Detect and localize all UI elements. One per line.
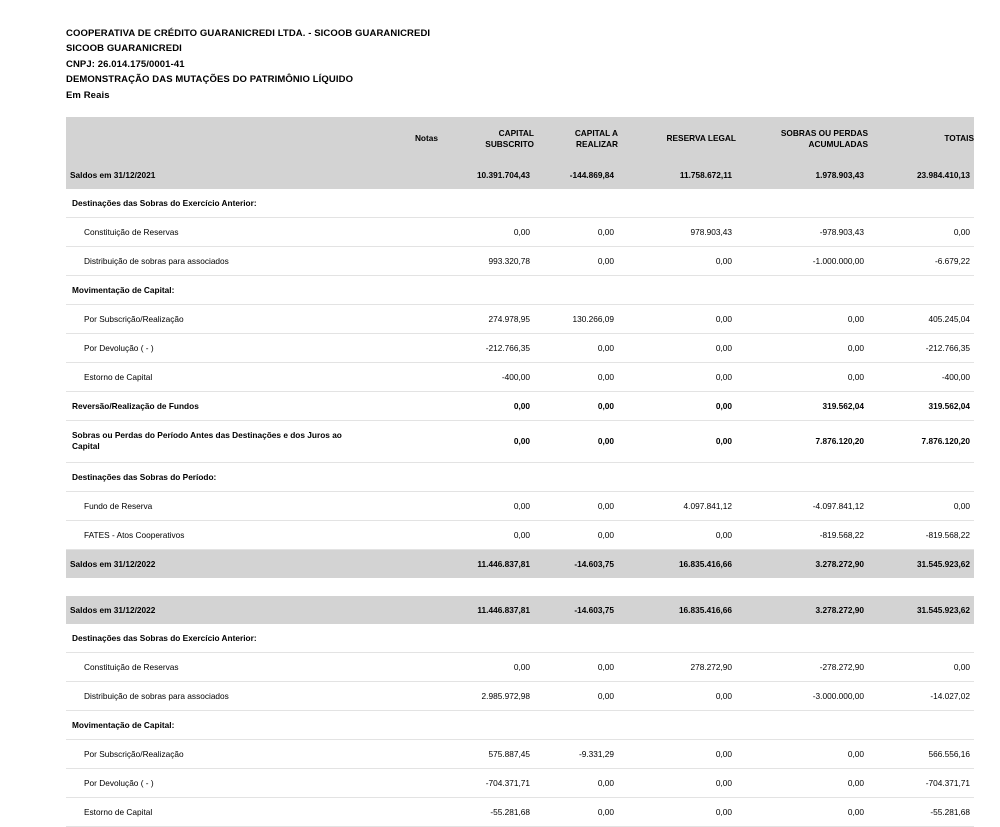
row-label: Destinações das Sobras do Exercício Anterior: xyxy=(66,189,376,218)
cell-reserva-legal: 0,00 xyxy=(618,739,736,768)
cell-capital-realizar: 0,00 xyxy=(534,420,618,462)
cell-sobras: -3.000.000,00 xyxy=(736,681,868,710)
table-row xyxy=(66,739,974,768)
cell-sobras: 7.876.120,20 xyxy=(736,420,868,462)
cell-capital-realizar: -14.603,75 xyxy=(534,596,618,624)
cell-capital-subscrito: 575.887,45 xyxy=(438,739,534,768)
table-row xyxy=(66,624,974,653)
cell-capital-realizar: 0,00 xyxy=(534,797,618,826)
row-label: Estorno de Capital xyxy=(66,797,376,826)
cell-sobras: -278.272,90 xyxy=(736,652,868,681)
table-row xyxy=(66,768,974,797)
table-row xyxy=(66,797,974,826)
cell-capital-subscrito: 0,00 xyxy=(438,652,534,681)
table-row-total xyxy=(66,549,974,578)
column-header-totais: TOTAIS xyxy=(868,117,974,161)
cell-capital-subscrito: 0,00 xyxy=(438,420,534,462)
column-header-reserva-legal: RESERVA LEGAL xyxy=(618,117,736,161)
cell-sobras: 319.562,04 xyxy=(736,391,868,420)
table-body xyxy=(66,161,974,826)
cell-reserva-legal xyxy=(618,275,736,304)
cell-capital-realizar: 0,00 xyxy=(534,333,618,362)
cell-sobras xyxy=(736,624,868,653)
column-header-capital-realizar xyxy=(534,117,618,161)
cell-notas xyxy=(376,391,438,420)
cell-sobras: 0,00 xyxy=(736,333,868,362)
cell-capital-subscrito: 0,00 xyxy=(438,491,534,520)
cell-capital-subscrito: -704.371,71 xyxy=(438,768,534,797)
cell-capital-subscrito: -55.281,68 xyxy=(438,797,534,826)
column-header-sobras-perdas-line1: SOBRAS OU PERDAS xyxy=(780,127,868,138)
row-label: Por Subscrição/Realização xyxy=(66,739,376,768)
cell-notas xyxy=(376,596,438,624)
cell-reserva-legal: 978.903,43 xyxy=(618,217,736,246)
cell-reserva-legal: 11.758.672,11 xyxy=(618,161,736,189)
cell-reserva-legal: 0,00 xyxy=(618,768,736,797)
cell-capital-subscrito: -212.766,35 xyxy=(438,333,534,362)
table-row xyxy=(66,710,974,739)
cell-totais xyxy=(868,624,974,653)
cell-capital-subscrito xyxy=(438,189,534,218)
row-label: Destinações das Sobras do Período: xyxy=(66,462,376,491)
table-row-total xyxy=(66,161,974,189)
cell-notas xyxy=(376,710,438,739)
cell-totais: 23.984.410,13 xyxy=(868,161,974,189)
table-row xyxy=(66,681,974,710)
cell-totais: 31.545.923,62 xyxy=(868,549,974,578)
cell-notas xyxy=(376,161,438,189)
cell-capital-subscrito: 2.985.972,98 xyxy=(438,681,534,710)
row-label: Saldos em 31/12/2021 xyxy=(66,161,376,189)
column-header-capital-realizar-line1: CAPITAL A xyxy=(574,127,618,138)
cell-totais: -212.766,35 xyxy=(868,333,974,362)
row-label: Saldos em 31/12/2022 xyxy=(66,549,376,578)
table-row xyxy=(66,420,974,462)
row-label: FATES - Atos Cooperativos xyxy=(66,520,376,549)
cell-notas xyxy=(376,420,438,462)
cell-reserva-legal: 0,00 xyxy=(618,304,736,333)
cell-totais xyxy=(868,462,974,491)
cell-capital-realizar: -9.331,29 xyxy=(534,739,618,768)
row-label: Reversão/Realização de Fundos xyxy=(66,391,376,420)
table-row xyxy=(66,520,974,549)
cell-totais: 405.245,04 xyxy=(868,304,974,333)
cell-sobras xyxy=(736,710,868,739)
table-row xyxy=(66,462,974,491)
table-spacer-row xyxy=(66,578,974,596)
cell-capital-realizar: -144.869,84 xyxy=(534,161,618,189)
column-header-capital-subscrito-line2: SUBSCRITO xyxy=(485,138,534,149)
cell-reserva-legal: 278.272,90 xyxy=(618,652,736,681)
cell-totais xyxy=(868,275,974,304)
cell-capital-realizar xyxy=(534,275,618,304)
column-header-notas: Notas xyxy=(376,117,438,161)
cell-capital-realizar: 0,00 xyxy=(534,491,618,520)
cell-totais: 7.876.120,20 xyxy=(868,420,974,462)
cell-notas xyxy=(376,275,438,304)
cell-reserva-legal xyxy=(618,624,736,653)
cell-capital-realizar xyxy=(534,710,618,739)
column-header-description xyxy=(66,117,376,161)
row-label: Fundo de Reserva xyxy=(66,491,376,520)
cell-reserva-legal: 0,00 xyxy=(618,333,736,362)
row-label: Saldos em 31/12/2022 xyxy=(66,596,376,624)
cell-sobras: 3.278.272,90 xyxy=(736,596,868,624)
table-row xyxy=(66,491,974,520)
row-label: Constituição de Reservas xyxy=(66,217,376,246)
company-cnpj: CNPJ: 26.014.175/0001-41 xyxy=(66,58,185,70)
statement-title: DEMONSTRAÇÃO DAS MUTAÇÕES DO PATRIMÔNIO LÍQUIDO xyxy=(66,74,354,86)
cell-reserva-legal: 0,00 xyxy=(618,797,736,826)
cell-capital-realizar xyxy=(534,189,618,218)
table-spacer-cell xyxy=(66,578,974,596)
cell-capital-subscrito: 993.320,78 xyxy=(438,246,534,275)
cell-reserva-legal: 16.835.416,66 xyxy=(618,549,736,578)
column-header-capital-subscrito-line1: CAPITAL xyxy=(498,127,534,138)
currency-note: Em Reais xyxy=(66,89,110,101)
cell-totais: -819.568,22 xyxy=(868,520,974,549)
cell-capital-subscrito: 274.978,95 xyxy=(438,304,534,333)
table-row xyxy=(66,275,974,304)
cell-totais: 566.556,16 xyxy=(868,739,974,768)
column-header-capital-realizar-line2: REALIZAR xyxy=(576,138,618,149)
cell-capital-subscrito xyxy=(438,275,534,304)
cell-sobras xyxy=(736,275,868,304)
cell-reserva-legal xyxy=(618,710,736,739)
cell-capital-realizar: 0,00 xyxy=(534,246,618,275)
row-label: Constituição de Reservas xyxy=(66,652,376,681)
cell-reserva-legal: 0,00 xyxy=(618,362,736,391)
cell-reserva-legal xyxy=(618,462,736,491)
cell-reserva-legal xyxy=(618,189,736,218)
cell-notas xyxy=(376,362,438,391)
cell-totais: 319.562,04 xyxy=(868,391,974,420)
cell-capital-realizar: 0,00 xyxy=(534,520,618,549)
cell-notas xyxy=(376,520,438,549)
column-header-sobras-perdas-line2: ACUMULADAS xyxy=(808,138,868,149)
cell-capital-realizar: 0,00 xyxy=(534,217,618,246)
cell-totais: 0,00 xyxy=(868,217,974,246)
cell-sobras xyxy=(736,462,868,491)
cell-sobras: 0,00 xyxy=(736,362,868,391)
cell-capital-realizar xyxy=(534,624,618,653)
table-header xyxy=(66,117,974,161)
cell-capital-realizar xyxy=(534,462,618,491)
cell-capital-subscrito: 0,00 xyxy=(438,520,534,549)
cell-capital-subscrito: -400,00 xyxy=(438,362,534,391)
cell-notas xyxy=(376,462,438,491)
table-row xyxy=(66,189,974,218)
cell-notas xyxy=(376,491,438,520)
cell-notas xyxy=(376,549,438,578)
table-row-total xyxy=(66,596,974,624)
cell-notas xyxy=(376,652,438,681)
company-name-full: COOPERATIVA DE CRÉDITO GUARANICREDI LTDA. - SICOOB GUARANICREDI xyxy=(66,28,431,39)
cell-notas xyxy=(376,304,438,333)
cell-sobras: 0,00 xyxy=(736,797,868,826)
document-header xyxy=(66,26,934,103)
table-row xyxy=(66,333,974,362)
cell-reserva-legal: 16.835.416,66 xyxy=(618,596,736,624)
cell-capital-subscrito: 11.446.837,81 xyxy=(438,549,534,578)
cell-reserva-legal: 0,00 xyxy=(618,391,736,420)
cell-sobras: 3.278.272,90 xyxy=(736,549,868,578)
cell-reserva-legal: 0,00 xyxy=(618,420,736,462)
table-row xyxy=(66,304,974,333)
cell-capital-realizar: 130.266,09 xyxy=(534,304,618,333)
equity-changes-table xyxy=(66,117,974,827)
cell-totais: -6.679,22 xyxy=(868,246,974,275)
row-label: Estorno de Capital xyxy=(66,362,376,391)
cell-capital-subscrito xyxy=(438,710,534,739)
cell-sobras: 0,00 xyxy=(736,304,868,333)
cell-totais: 0,00 xyxy=(868,652,974,681)
cell-capital-realizar: 0,00 xyxy=(534,362,618,391)
cell-sobras: -978.903,43 xyxy=(736,217,868,246)
cell-notas xyxy=(376,217,438,246)
cell-totais: 31.545.923,62 xyxy=(868,596,974,624)
cell-reserva-legal: 0,00 xyxy=(618,246,736,275)
row-label: Por Subscrição/Realização xyxy=(66,304,376,333)
cell-totais: -400,00 xyxy=(868,362,974,391)
cell-capital-subscrito: 0,00 xyxy=(438,217,534,246)
table-header-row xyxy=(66,117,974,161)
cell-notas xyxy=(376,739,438,768)
company-name-short: SICOOB GUARANICREDI xyxy=(66,43,182,55)
table-row xyxy=(66,217,974,246)
cell-sobras: 0,00 xyxy=(736,739,868,768)
cell-capital-realizar: 0,00 xyxy=(534,391,618,420)
cell-notas xyxy=(376,189,438,218)
table-row xyxy=(66,362,974,391)
cell-sobras: -4.097.841,12 xyxy=(736,491,868,520)
cell-notas xyxy=(376,624,438,653)
row-label: Distribuição de sobras para associados xyxy=(66,681,376,710)
cell-capital-subscrito: 11.446.837,81 xyxy=(438,596,534,624)
cell-totais: -704.371,71 xyxy=(868,768,974,797)
cell-reserva-legal: 4.097.841,12 xyxy=(618,491,736,520)
cell-capital-subscrito: 0,00 xyxy=(438,391,534,420)
cell-notas xyxy=(376,797,438,826)
row-label: Distribuição de sobras para associados xyxy=(66,246,376,275)
cell-capital-realizar: -14.603,75 xyxy=(534,549,618,578)
cell-reserva-legal: 0,00 xyxy=(618,681,736,710)
table-row xyxy=(66,391,974,420)
cell-capital-subscrito: 10.391.704,43 xyxy=(438,161,534,189)
cell-capital-subscrito xyxy=(438,624,534,653)
cell-reserva-legal: 0,00 xyxy=(618,520,736,549)
cell-totais: 0,00 xyxy=(868,491,974,520)
cell-capital-realizar: 0,00 xyxy=(534,652,618,681)
cell-sobras: 0,00 xyxy=(736,768,868,797)
cell-totais xyxy=(868,710,974,739)
column-header-sobras-perdas xyxy=(736,117,868,161)
table-row xyxy=(66,246,974,275)
row-label: Por Devolução ( - ) xyxy=(66,333,376,362)
cell-sobras: -1.000.000,00 xyxy=(736,246,868,275)
cell-totais: -14.027,02 xyxy=(868,681,974,710)
cell-totais: -55.281,68 xyxy=(868,797,974,826)
cell-notas xyxy=(376,246,438,275)
cell-sobras: -819.568,22 xyxy=(736,520,868,549)
row-label: Movimentação de Capital: xyxy=(66,710,376,739)
row-label: Movimentação de Capital: xyxy=(66,275,376,304)
column-header-capital-subscrito xyxy=(438,117,534,161)
table-row xyxy=(66,652,974,681)
cell-sobras xyxy=(736,189,868,218)
cell-notas xyxy=(376,681,438,710)
cell-notas xyxy=(376,768,438,797)
cell-notas xyxy=(376,333,438,362)
cell-capital-realizar: 0,00 xyxy=(534,768,618,797)
row-label: Destinações das Sobras do Exercício Anterior: xyxy=(66,624,376,653)
row-label: Por Devolução ( - ) xyxy=(66,768,376,797)
cell-sobras: 1.978.903,43 xyxy=(736,161,868,189)
cell-capital-subscrito xyxy=(438,462,534,491)
cell-totais xyxy=(868,189,974,218)
row-label: Sobras ou Perdas do Período Antes das Destinações e dos Juros ao Capital xyxy=(66,420,376,462)
cell-capital-realizar: 0,00 xyxy=(534,681,618,710)
